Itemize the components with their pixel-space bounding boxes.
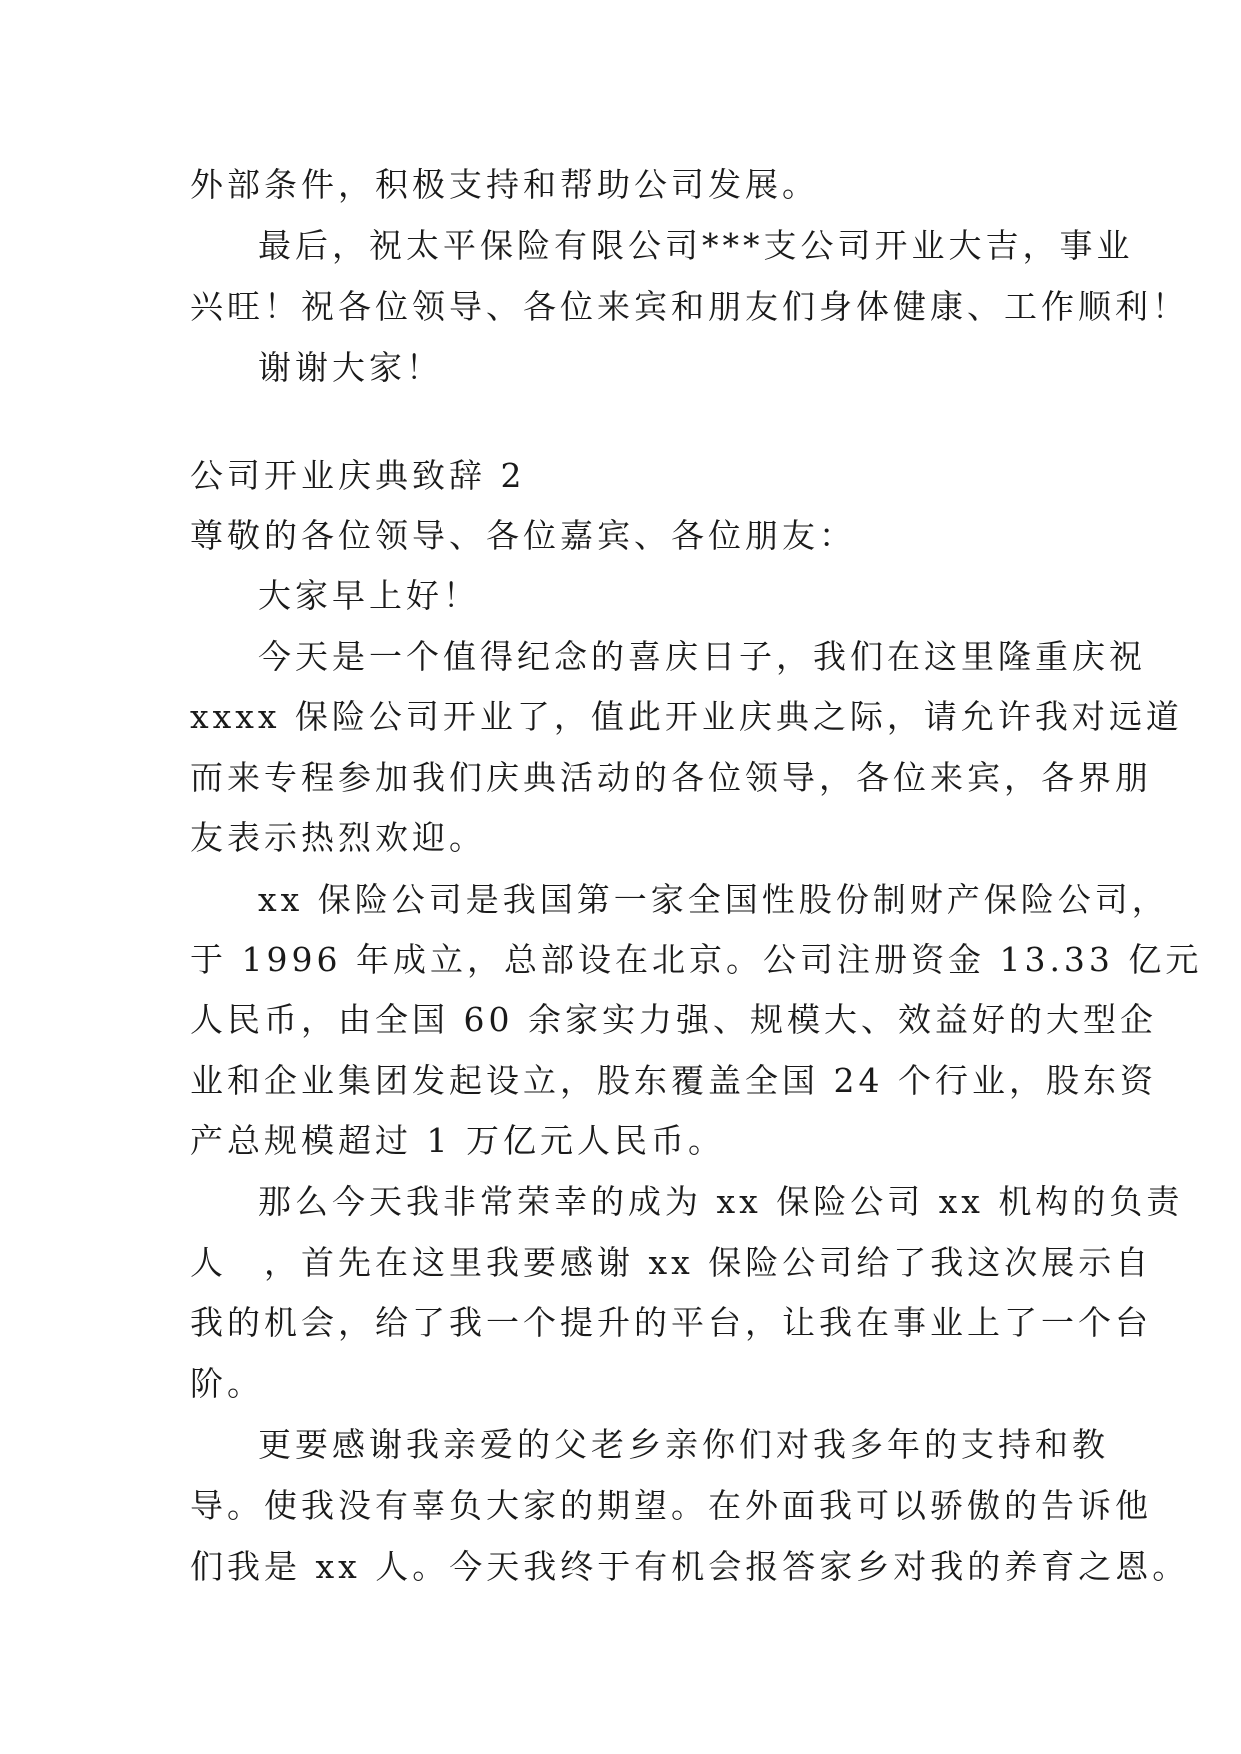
body-text-line: 我的机会，给了我一个提升的平台，让我在事业上了一个台 [190,1303,1152,1342]
body-text-line: 于 1996 年成立，总部设在北京。公司注册资金 13.33 亿元 [190,940,1203,979]
body-text-line: 兴旺！祝各位领导、各位来宾和朋友们身体健康、工作顺利！ [190,287,1189,326]
body-text-line: 而来专程参加我们庆典活动的各位领导，各位来宾，各界朋 [190,758,1152,797]
greeting: 大家早上好！ [258,576,480,615]
body-text-line: 最后，祝太平保险有限公司***支公司开业大吉，事业 [258,226,1134,265]
body-text-line: 阶。 [190,1364,264,1403]
section-heading: 公司开业庆典致辞 2 [190,456,526,495]
body-text-line: 今天是一个值得纪念的喜庆日子，我们在这里隆重庆祝 [258,637,1146,676]
body-text-line: 人 ，首先在这里我要感谢 xx 保险公司给了我这次展示自 [190,1243,1153,1282]
salutation: 尊敬的各位领导、各位嘉宾、各位朋友： [190,516,856,555]
body-text-line: 业和企业集团发起设立，股东覆盖全国 24 个行业，股东资 [190,1061,1157,1100]
body-text-line: 们我是 xx 人。今天我终于有机会报答家乡对我的养育之恩。 [190,1547,1190,1586]
body-text-line: 外部条件，积极支持和帮助公司发展。 [190,165,819,204]
body-text-line: 产总规模超过 1 万亿元人民币。 [190,1121,725,1160]
body-text-line: 谢谢大家！ [258,348,443,387]
body-text-line: 人民币，由全国 60 余家实力强、规模大、效益好的大型企 [190,1000,1157,1039]
body-text-line: 友表示热烈欢迎。 [190,818,486,857]
body-text-line: 更要感谢我亲爱的父老乡亲你们对我多年的支持和教 [258,1425,1109,1464]
body-text-line: xx 保险公司是我国第一家全国性股份制财产保险公司， [258,880,1169,919]
body-text-line: xxxx 保险公司开业了，值此开业庆典之际，请允许我对远道 [190,697,1183,736]
body-text-line: 导。使我没有辜负大家的期望。在外面我可以骄傲的告诉他 [190,1486,1152,1525]
body-text-line: 那么今天我非常荣幸的成为 xx 保险公司 xx 机构的负责 [258,1182,1184,1221]
